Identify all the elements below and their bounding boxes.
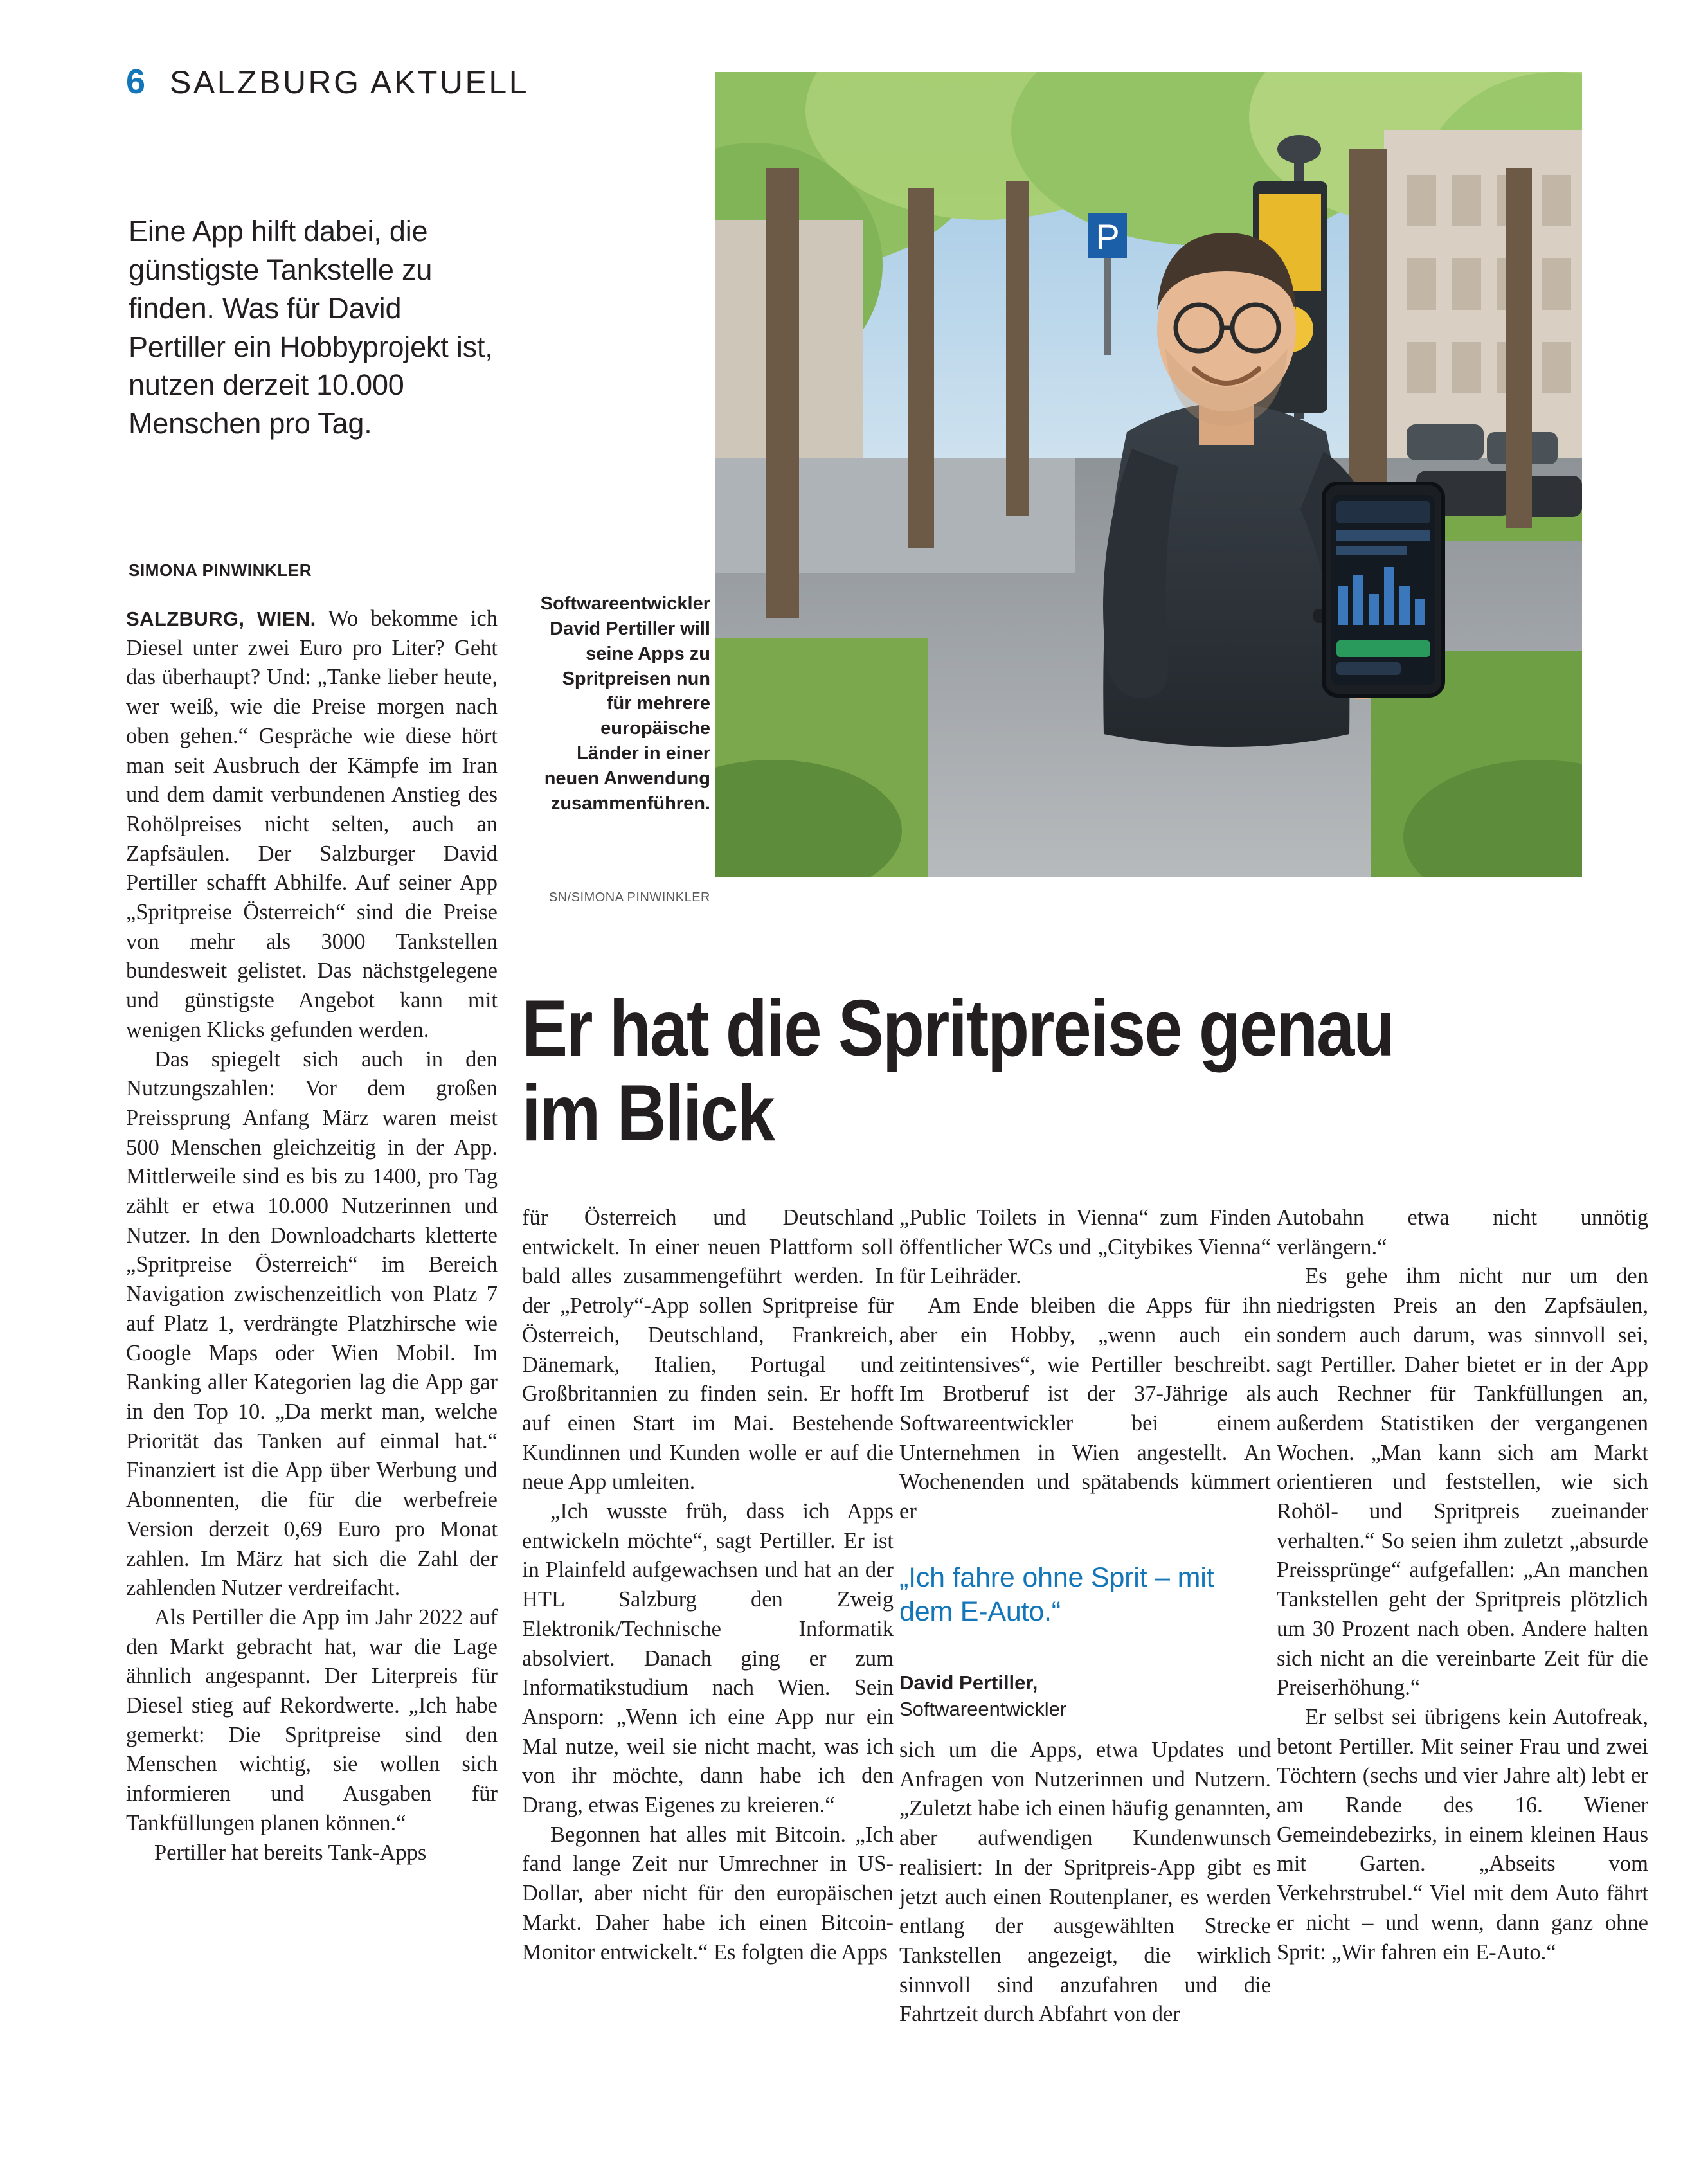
author-byline: SIMONA PINWINKLER <box>129 561 312 580</box>
paragraph: „Ich wusste früh, dass ich Apps entwickeln möchte“, sagt Pertiller. Er ist in Plainfeld aufgewachsen und hat an der HTL Salzburg den Zweig Elektronik/Technische Informatik absolviert. Danach ging er zum Informatikstudium nach Wien. Sein Ansporn: „Wenn ich eine App nur ein Mal nutze, weil sie nicht macht, was ich von ihr möchte, dann habe ich den Drang, etwas Eigenes zu kreieren.“ <box>522 1499 894 1818</box>
body-column-4 <box>1277 1203 1648 1967</box>
paragraph: Autobahn etwa nicht unnötig verlängern.“ <box>1277 1205 1648 1259</box>
photo-illustration <box>715 72 1582 877</box>
paragraph: Begonnen hat alles mit Bitcoin. „Ich fand lange Zeit nur Umrechner in US-Dollar, aber nicht für den europäischen Markt. Daher habe ich einen Bitcoin-Monitor entwickelt.“ Es folgten die Apps <box>522 1822 894 1965</box>
pull-quote-attribution <box>899 1670 1271 1723</box>
paragraph: „Public Toilets in Vienna“ zum Finden öffentlicher WCs und „Citybikes Vienna“ für Leihräder. <box>899 1205 1271 1289</box>
paragraph <box>126 604 498 1045</box>
article-photo <box>715 72 1582 877</box>
paragraph: Das spiegelt sich auch in den Nutzungszahlen: Vor dem großen Preissprung Anfang März waren meist 500 Menschen gleichzeitig in der App. Mittlerweile sind es bis zu 1400, pro Tag zählt er etwa 10.000 Nutzerinnen und Nutzer. In den Downloadcharts kletterte „Spritpreise Österreich“ im Bereich Navigation zwischenzeitlich von Platz 7 auf Platz 1, verdrängte Platzhirsche wie Google Maps oder Wien Mobil. Im Ranking aller Kategorien lag die App gar in den Top 10. „Da merkt man, welche Priorität das Tanken auf einmal hat.“ Finanziert ist die App über Werbung und Abonnenten, die für die werbefreie Version derzeit 0,69 Euro pro Monat zahlen. Im März hat sich die Zahl der zahlenden Nutzer verdreifacht. <box>126 1047 498 1601</box>
lead-paragraph: Eine App hilft dabei, die günstigste Tankstelle zu finden. Was für David Pertiller ein Hobbyprojekt ist, nutzen derzeit 10.000 Menschen pro Tag. <box>129 215 493 440</box>
pull-quote: „Ich fahre ohne Sprit – mit dem E-Auto.“ <box>899 1562 1214 1628</box>
body-column-2 <box>522 1203 894 1967</box>
quote-author-role: Softwareentwickler <box>899 1697 1067 1720</box>
page-number: 6 <box>126 62 146 101</box>
paragraph: Pertiller hat bereits Tank-Apps <box>154 1840 427 1865</box>
paragraph-text: Wo bekomme ich Diesel unter zwei Euro pro Liter? Geht das überhaupt? Und: „Tanke lieber heute, wer weiß, wie die Preise morgen nach oben gehen.“ Gespräche wie diese hört man seit Ausbruch der Kämpfe im Iran und dem damit verbundenen Anstieg des Rohölpreises nicht selten, auch an Zapfsäulen. Der Salzburger David Pertiller schafft Abhilfe. Auf seiner App „Spritpreise Österreich“ sind die Preise von mehr als 3000 Tankstellen bundesweit gelistet. Das nächstgelegene und günstigste Angebot kann mit wenigen Klicks gefunden werden. <box>126 606 498 1042</box>
quote-author-name: David Pertiller, <box>899 1671 1038 1694</box>
photo-caption: Softwareentwickler David Pertiller will seine Apps zu Spritpreisen nun für mehrere europäische Länder in einer neuen Anwendung zusammenführen. <box>540 593 710 814</box>
paragraph: für Österreich und Deutschland entwickelt. In einer neuen Plattform soll bald alles zusammengeführt werden. In der „Petroly“-App sollen Spritpreise für Österreich, Deutschland, Frankreich, Dänemark, Italien, Portugal und Großbritannien zu finden sein. Er hofft auf einen Start im Mai. Bestehende Kundinnen und Kunden wolle er auf die neue App umleiten. <box>522 1205 894 1495</box>
body-column-1 <box>126 604 498 1868</box>
body-column-3 <box>899 1203 1271 1527</box>
paragraph: Er selbst sei übrigens kein Autofreak, betont Pertiller. Mit seiner Frau und zwei Töchtern (sechs und vier Jahre alt) lebt er am Rande des 16. Wiener Gemeindebezirks, in einem kleinen Haus mit Garten. „Abseits vom Verkehrstrubel.“ Viel mit dem Auto fährt er nicht – und wenn, dann ganz ohne Sprit: „Wir fahren ein E-Auto.“ <box>1277 1704 1648 1965</box>
svg-text:P: P <box>1095 217 1120 257</box>
article-headline: Er hat die Spritpreise genau im Blick <box>522 984 1394 1158</box>
paragraph: sich um die Apps, etwa Updates und Anfragen von Nutzerinnen und Nutzern. „Zuletzt habe ich einen häufig genannten, aber aufwendigen Kundenwunsch realisiert: In der Spritpreis-App gibt es jetzt auch einen Routenplaner, es werden entlang der ausgewählten Strecke Tankstellen angezeigt, die wirklich sinnvoll sind anzufahren und die Fahrtzeit durch Abfahrt von der <box>899 1738 1271 2027</box>
section-title: SALZBURG AKTUELL <box>170 64 530 100</box>
body-column-3-continued <box>899 1736 1271 2030</box>
paragraph: Als Pertiller die App im Jahr 2022 auf den Markt gebracht hat, war die Lage ähnlich angespannt. Der Literpreis für Diesel stieg auf Rekordwerte. „Ich habe gemerkt: Die Spritpreise sind den Menschen wichtig, sie wollen sich informieren und Ausgaben für Tankfüllungen planen können.“ <box>126 1605 498 1835</box>
photo-credit: SN/SIMONA PINWINKLER <box>548 890 710 905</box>
masthead <box>126 64 529 99</box>
paragraph: Es gehe ihm nicht nur um den niedrigsten Preis an den Zapfsäulen, sondern auch darum, was sinnvoll sei, sagt Pertiller. Daher bietet er in der App auch Rechner für Tankfüllungen an, außerdem Statistiken der vergangenen Wochen. „Man kann sich am Markt orientieren und feststellen, wie sich Rohöl- und Spritpreis zueinander verhalten.“ So seien ihm zuletzt „absurde Preissprünge“ aufgefallen: „An manchen Tankstellen geht der Spritpreis plötzlich um 30 Prozent nach oben. Andere halten sich nicht an die vereinbarte Zeit für die Preiserhöhung.“ <box>1277 1264 1648 1700</box>
dateline: SALZBURG, WIEN. <box>126 608 316 630</box>
paragraph: Am Ende bleiben die Apps für ihn aber ein Hobby, „wenn auch ein zeitintensives“, wie Pertiller beschreibt. Im Brotberuf ist der 37-Jährige als Softwareentwickler bei einem Unternehmen in Wien angestellt. An Wochenenden und spätabends kümmert er <box>899 1293 1271 1524</box>
